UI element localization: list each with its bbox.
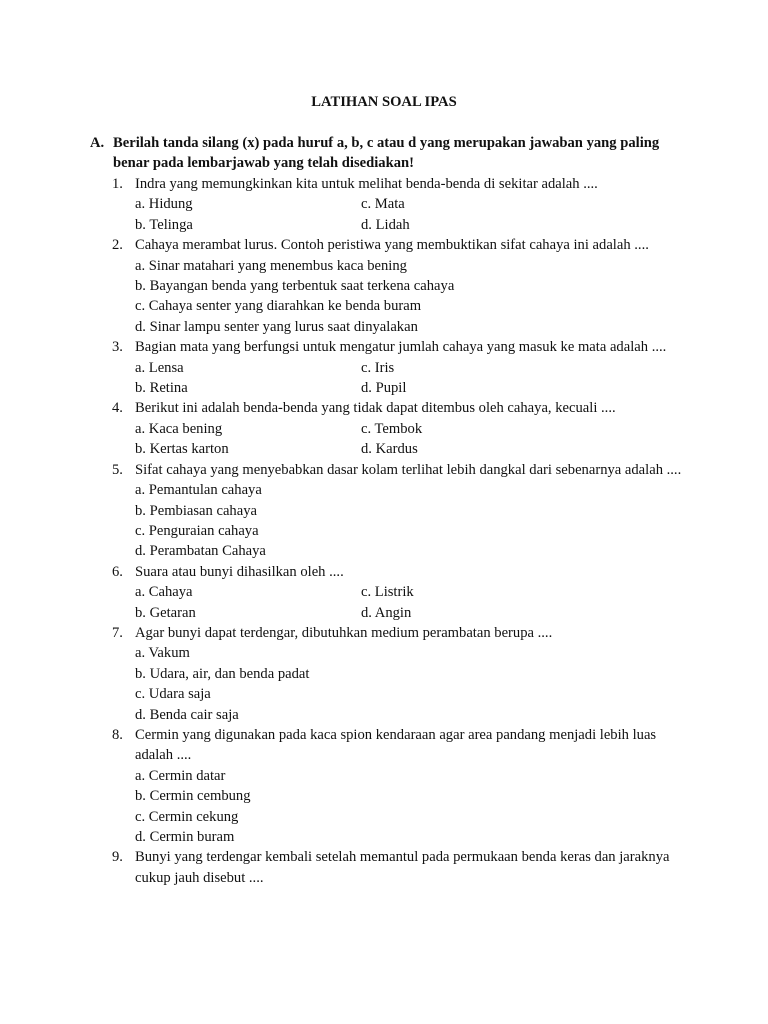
answer-option: a. Cermin datar	[135, 767, 226, 784]
question-text: Bagian mata yang berfungsi untuk mengatur jumlah cahaya yang masuk ke mata adalah ....	[135, 339, 667, 356]
question-number: 9.	[112, 849, 123, 866]
section-letter: A.	[90, 135, 105, 151]
question-number: 3.	[112, 339, 123, 356]
question-item	[0, 725, 768, 847]
question-item	[0, 398, 768, 459]
question-item	[0, 235, 768, 337]
answer-option: b. Telinga	[135, 216, 193, 233]
answer-options	[135, 582, 695, 623]
question-text: Sifat cahaya yang menyebabkan dasar kolam terlihat lebih dangkal dari sebenarnya adalah ....	[135, 461, 682, 478]
question-item	[0, 337, 768, 398]
answer-option: c. Mata	[361, 196, 405, 213]
answer-option: a. Kaca bening	[135, 420, 223, 437]
answer-option: d. Lidah	[361, 216, 410, 233]
question-number: 1.	[112, 176, 123, 192]
question-list	[0, 174, 768, 888]
question-text: Berikut ini adalah benda-benda yang tidak dapat ditembus oleh cahaya, kecuali ....	[135, 400, 616, 417]
answer-options	[135, 256, 695, 338]
answer-option: b. Getaran	[135, 604, 196, 621]
answer-option: c. Udara saja	[135, 686, 211, 703]
answer-option: d. Kardus	[361, 441, 418, 458]
answer-options	[135, 358, 695, 399]
answer-option: c. Cermin cekung	[135, 808, 239, 825]
question-text: Cermin yang digunakan pada kaca spion kendaraan agar area pandang menjadi lebih luas adalah ....	[135, 726, 657, 764]
question-item	[0, 460, 768, 562]
question-number: 2.	[112, 237, 123, 254]
answer-options	[135, 194, 695, 235]
question-text: Indra yang memungkinkan kita untuk melihat benda-benda di sekitar adalah ....	[135, 176, 598, 192]
answer-option: a. Hidung	[135, 196, 193, 213]
answer-option: b. Pembiasan cahaya	[135, 502, 257, 519]
answer-option: d. Pupil	[361, 380, 407, 397]
question-text: Cahaya merambat lurus. Contoh peristiwa yang membuktikan sifat cahaya ini adalah ....	[135, 237, 649, 254]
answer-option: d. Benda cair saja	[135, 706, 239, 723]
answer-option: b. Udara, air, dan benda padat	[135, 665, 310, 682]
answer-option: c. Tembok	[361, 420, 423, 437]
answer-option: d. Perambatan Cahaya	[135, 543, 266, 560]
answer-option: a. Vakum	[135, 645, 190, 662]
question-item	[0, 174, 768, 235]
question-item	[0, 562, 768, 623]
question-number: 7.	[112, 624, 123, 641]
answer-option: c. Iris	[361, 359, 395, 376]
answer-option: a. Sinar matahari yang menembus kaca bening	[135, 257, 407, 274]
answer-option: d. Angin	[361, 604, 412, 621]
answer-options	[135, 766, 695, 848]
question-item	[0, 847, 768, 888]
answer-option: c. Listrik	[361, 584, 414, 601]
answer-options	[135, 480, 695, 562]
answer-options	[135, 643, 695, 725]
answer-option: a. Lensa	[135, 359, 184, 376]
answer-option: b. Kertas karton	[135, 441, 229, 458]
question-number: 5.	[112, 461, 123, 478]
answer-option: a. Cahaya	[135, 584, 193, 601]
question-number: 4.	[112, 400, 123, 417]
page-title: LATIHAN SOAL IPAS	[311, 94, 457, 110]
answer-option: a. Pemantulan cahaya	[135, 482, 262, 499]
section-instruction: Berilah tanda silang (x) pada huruf a, b, c atau d yang merupakan jawaban yang paling benar pada lembarjawab yang telah disediakan!	[113, 135, 660, 172]
question-text: Suara atau bunyi dihasilkan oleh ....	[135, 563, 344, 580]
question-item	[0, 623, 768, 725]
answer-option: d. Cermin buram	[135, 829, 235, 845]
answer-option: b. Retina	[135, 380, 188, 397]
question-number: 8.	[112, 726, 123, 743]
answer-option: d. Sinar lampu senter yang lurus saat dinyalakan	[135, 318, 418, 335]
answer-option: b. Cermin cembung	[135, 788, 251, 805]
question-text: Agar bunyi dapat terdengar, dibutuhkan medium perambatan berupa ....	[135, 624, 553, 641]
answer-option: b. Bayangan benda yang terbentuk saat terkena cahaya	[135, 278, 455, 295]
answer-option: c. Cahaya senter yang diarahkan ke benda buram	[135, 298, 422, 315]
answer-option: c. Penguraian cahaya	[135, 522, 259, 539]
answer-options	[135, 419, 695, 460]
question-text: Bunyi yang terdengar kembali setelah memantul pada permukaan benda keras dan jaraknya cukup jauh disebut ....	[135, 849, 670, 886]
question-number: 6.	[112, 563, 123, 580]
